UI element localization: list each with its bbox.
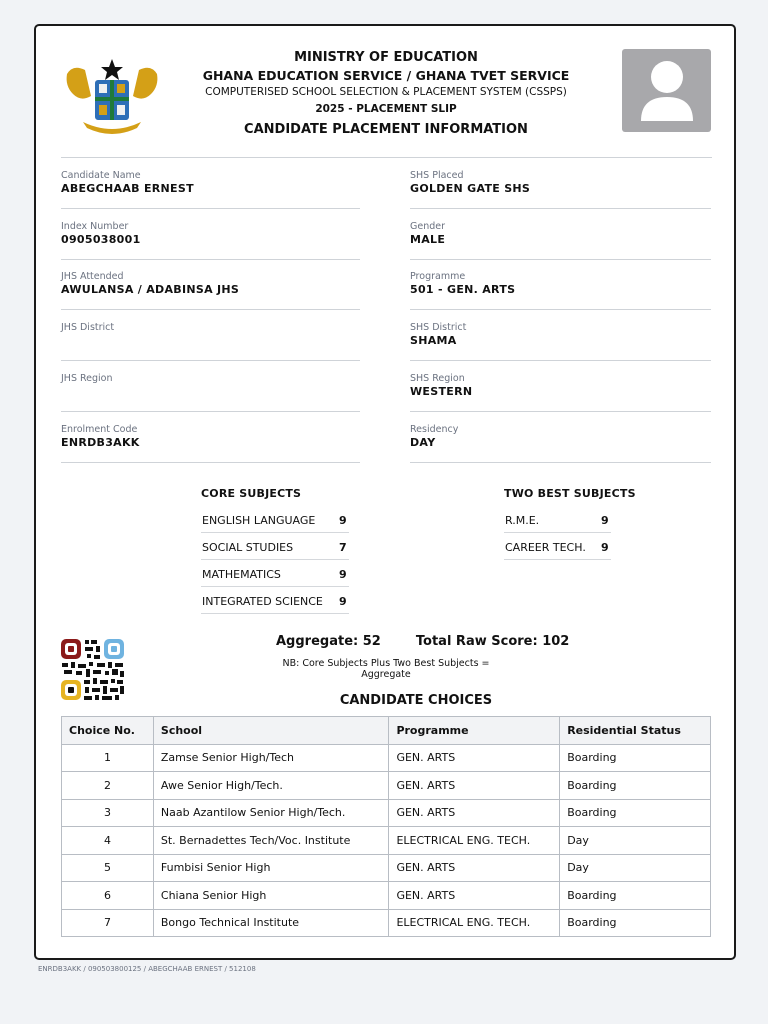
subject-score: 7 <box>339 541 347 554</box>
subject-name: R.M.E. <box>505 514 540 527</box>
core-subject-row <box>201 506 349 533</box>
field-candidate-name <box>61 158 360 209</box>
field-value: WESTERN <box>410 385 473 398</box>
field-label: Programme <box>410 271 466 282</box>
field-shs-region <box>410 361 711 412</box>
candidate-choices-title: CANDIDATE CHOICES <box>339 693 493 708</box>
choice-number: 4 <box>62 827 154 855</box>
field-value: ENRDB3AKK <box>61 436 140 449</box>
choice-residential-status: Boarding <box>560 744 711 772</box>
field-label: SHS District <box>410 322 467 333</box>
subject-score: 9 <box>601 541 609 554</box>
field-shs-district <box>410 310 711 361</box>
ghana-coat-of-arms-icon <box>63 56 161 136</box>
system-heading: COMPUTERISED SCHOOL SELECTION & PLACEMENT SYSTEM (CSSPS) <box>205 86 567 98</box>
field-value: AWULANSA / ADABINSA JHS <box>61 283 240 296</box>
field-label: JHS District <box>61 322 115 333</box>
choice-programme: ELECTRICAL ENG. TECH. <box>389 909 560 937</box>
table-row <box>62 854 711 882</box>
choice-number: 2 <box>62 772 154 800</box>
field-label: Index Number <box>61 221 129 232</box>
field-label: SHS Placed <box>410 170 464 181</box>
field-residency <box>410 412 711 463</box>
choice-residential-status: Boarding <box>560 799 711 827</box>
table-row <box>62 909 711 937</box>
choice-number: 7 <box>62 909 154 937</box>
choice-programme: GEN. ARTS <box>389 882 560 910</box>
choice-school: St. Bernadettes Tech/Voc. Institute <box>153 827 389 855</box>
field-enrolment-code <box>61 412 360 463</box>
field-label: Residency <box>410 424 459 435</box>
candidate-photo <box>622 49 711 132</box>
subject-name: CAREER TECH. <box>505 541 586 554</box>
field-value: DAY <box>410 436 436 449</box>
column-header: School <box>153 717 389 745</box>
subject-name: INTEGRATED SCIENCE <box>202 595 323 608</box>
field-label: Gender <box>410 221 446 232</box>
choice-residential-status: Day <box>560 854 711 882</box>
choice-number: 5 <box>62 854 154 882</box>
subject-score: 9 <box>339 595 347 608</box>
field-label: SHS Region <box>410 373 465 384</box>
core-subject-row <box>201 560 349 587</box>
field-label: JHS Region <box>61 373 113 384</box>
field-gender <box>410 209 711 260</box>
best-subjects-title: TWO BEST SUBJECTS <box>504 487 636 500</box>
field-value: GOLDEN GATE SHS <box>410 182 531 195</box>
field-value: MALE <box>410 233 446 246</box>
field-shs-placed <box>410 158 711 209</box>
subject-score: 9 <box>339 568 347 581</box>
table-row <box>62 799 711 827</box>
choice-number: 6 <box>62 882 154 910</box>
choice-residential-status: Day <box>560 827 711 855</box>
subject-name: SOCIAL STUDIES <box>202 541 294 554</box>
column-header: Programme <box>389 717 560 745</box>
choice-programme: GEN. ARTS <box>389 744 560 772</box>
aggregate-note: NB: Core Subjects Plus Two Best Subjects = Aggregate <box>282 658 490 680</box>
field-jhs-attended <box>61 259 360 310</box>
core-subject-row <box>201 587 349 614</box>
subject-name: MATHEMATICS <box>202 568 281 581</box>
placement-slip-card <box>34 24 736 960</box>
best-subject-row <box>504 506 611 533</box>
field-label: Candidate Name <box>61 170 141 181</box>
field-programme <box>410 259 711 310</box>
table-row <box>62 744 711 772</box>
field-jhs-region <box>61 361 360 412</box>
column-header: Choice No. <box>62 717 154 745</box>
service-heading: GHANA EDUCATION SERVICE / GHANA TVET SERVICE <box>202 68 570 83</box>
slip-heading: 2025 - PLACEMENT SLIP <box>315 103 457 115</box>
candidate-choices-table <box>61 716 711 937</box>
table-header-row <box>62 717 711 745</box>
choice-residential-status: Boarding <box>560 882 711 910</box>
choice-school: Bongo Technical Institute <box>153 909 389 937</box>
field-value: SHAMA <box>410 334 457 347</box>
field-value: 501 - GEN. ARTS <box>410 283 516 296</box>
column-header: Residential Status <box>560 717 711 745</box>
choice-school: Chiana Senior High <box>153 882 389 910</box>
choice-school: Awe Senior High/Tech. <box>153 772 389 800</box>
slip-footer-reference: ENRDB3AKK / 090503800125 / ABEGCHAAB ERNEST / 512108 <box>38 965 256 973</box>
subject-name: ENGLISH LANGUAGE <box>202 514 316 527</box>
choice-residential-status: Boarding <box>560 909 711 937</box>
table-row <box>62 827 711 855</box>
choice-number: 1 <box>62 744 154 772</box>
core-subjects-title: CORE SUBJECTS <box>201 487 302 500</box>
choice-school: Fumbisi Senior High <box>153 854 389 882</box>
choice-programme: GEN. ARTS <box>389 799 560 827</box>
choice-school: Naab Azantilow Senior High/Tech. <box>153 799 389 827</box>
choice-residential-status: Boarding <box>560 772 711 800</box>
core-subject-row <box>201 533 349 560</box>
aggregate-value: Aggregate: 52 <box>276 634 381 649</box>
page-title: CANDIDATE PLACEMENT INFORMATION <box>244 122 528 137</box>
choice-programme: GEN. ARTS <box>389 854 560 882</box>
choice-programme: GEN. ARTS <box>389 772 560 800</box>
choice-number: 3 <box>62 799 154 827</box>
choice-programme: ELECTRICAL ENG. TECH. <box>389 827 560 855</box>
field-index-number <box>61 209 360 260</box>
subject-score: 9 <box>339 514 347 527</box>
best-subject-row <box>504 533 611 560</box>
subject-score: 9 <box>601 514 609 527</box>
ministry-heading: MINISTRY OF EDUCATION <box>294 50 478 65</box>
field-label: JHS Attended <box>61 271 124 282</box>
field-jhs-district <box>61 310 360 361</box>
field-value: ABEGCHAAB ERNEST <box>61 182 194 195</box>
field-value: 0905038001 <box>61 233 141 246</box>
aggregate-summary <box>276 634 569 649</box>
avatar-icon <box>639 59 695 123</box>
choice-school: Zamse Senior High/Tech <box>153 744 389 772</box>
field-label: Enrolment Code <box>61 424 138 435</box>
raw-score-value: Total Raw Score: 102 <box>415 634 570 649</box>
table-row <box>62 772 711 800</box>
table-row <box>62 882 711 910</box>
qr-code-icon <box>60 638 126 702</box>
